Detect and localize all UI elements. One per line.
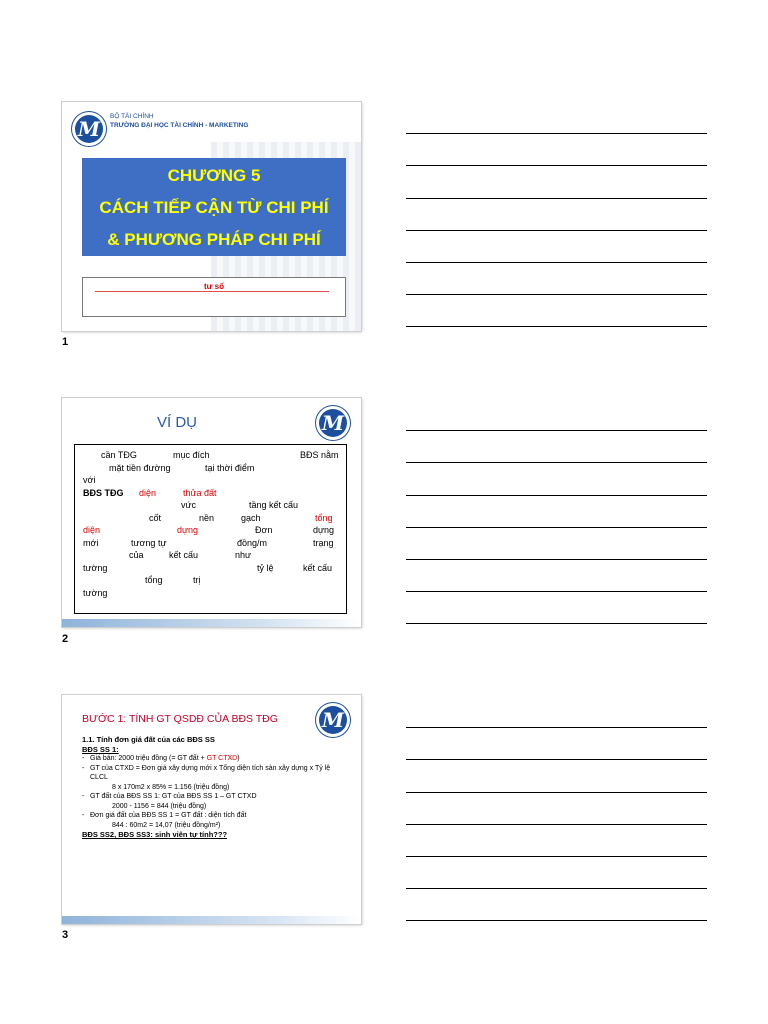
- chapter-title-box: [82, 158, 346, 256]
- text-fragment: vức: [181, 500, 197, 510]
- org-ministry: BỘ TÀI CHÍNH: [110, 113, 154, 120]
- text-fragment: tỷ lệ: [257, 562, 274, 573]
- text-fragment: tương tự: [131, 537, 167, 548]
- slide-title: BƯỚC 1: TÍNH GT QSDĐ CỦA BĐS TĐG: [82, 713, 278, 725]
- text-fragment: kết cấu: [169, 550, 199, 560]
- bullet-item: - GT đất của BĐS SS 1: GT của BĐS SS 1 – GT CTXD: [82, 792, 342, 802]
- slide-2: [62, 398, 361, 627]
- chapter-title-line-2: & PHƯƠNG PHÁP CHI PHÍ: [107, 230, 321, 249]
- text-fragment: tầng kết cấu: [249, 500, 299, 510]
- university-logo-icon: M: [316, 703, 350, 737]
- calc-line: 844 : 60m2 = 14,07 (triệu đồng/m²): [112, 821, 221, 829]
- text-fragment: GT CTXD: [206, 755, 238, 762]
- text-fragment: mục đích: [173, 450, 210, 460]
- text-fragment: tại thời điểm: [205, 462, 255, 473]
- text-fragment: mới: [83, 537, 99, 548]
- text-fragment: trị: [193, 575, 201, 585]
- red-rule: [95, 291, 329, 292]
- text-fragment: BĐS TĐG: [83, 487, 124, 498]
- org-header: [110, 112, 248, 130]
- chapter-title-line-1: CÁCH TIẾP CẬN TỪ CHI PHÍ: [99, 198, 329, 217]
- text-fragment: với: [83, 475, 96, 485]
- chapter-number: CHƯƠNG 5: [167, 166, 261, 185]
- text-fragment: thửa đất: [183, 487, 217, 498]
- text-fragment: tổng: [315, 512, 333, 523]
- text-fragment: diện: [139, 487, 157, 498]
- calc-line: 2000 - 1156 = 844 (triệu đồng): [112, 802, 207, 810]
- bullet-item: - GT của CTXD = Đơn giá xây dựng mới x Tổng diện tích sàn xây dựng x Tỷ lệ CLCL: [82, 764, 342, 783]
- slide-number-3: 3: [62, 929, 69, 941]
- text-fragment: BĐS nằm: [300, 450, 339, 460]
- bullet-item: - Đơn giá đất của BĐS SS 1 = GT đất : diện tích đất: [82, 811, 342, 821]
- subheading: BĐS SS 1:: [82, 744, 119, 754]
- text-fragment: tường: [83, 562, 108, 573]
- text-fragment: tổng: [145, 575, 163, 585]
- slide-3: [62, 695, 361, 924]
- text-fragment: kết cấu: [303, 562, 333, 573]
- slide-number-1: 1: [62, 336, 69, 348]
- org-university: TRƯỜNG ĐẠI HỌC TÀI CHÍNH - MARKETING: [110, 122, 249, 129]
- text-fragment: nền: [199, 512, 215, 523]
- text-fragment: tường: [83, 587, 108, 598]
- text-fragment: cốt: [149, 512, 162, 523]
- university-logo-icon: M: [316, 406, 350, 440]
- calc-line: 8 x 170m2 x 85% = 1.156 (triệu đồng): [112, 783, 230, 791]
- text-fragment: của: [129, 550, 144, 560]
- footer-bar: [62, 619, 361, 627]
- exercise-note: BĐS SS2, BĐS SS3: sinh viên tự tính???: [82, 830, 228, 839]
- text-fragment: mặt tiền đường: [109, 462, 171, 473]
- text-fragment: gạch: [241, 512, 261, 523]
- text-fragment: diện: [83, 525, 101, 535]
- slide-number-2: 2: [62, 633, 69, 645]
- author-text: tư số: [203, 282, 224, 291]
- text-fragment: trạng: [313, 537, 334, 548]
- text-fragment: Giá bán: 2000 triệu đồng (= GT đất +: [90, 755, 207, 762]
- text-fragment: dựng: [313, 525, 335, 535]
- text-fragment: như: [235, 550, 252, 560]
- example-text-box: [74, 444, 347, 614]
- text-fragment: Đơn: [255, 525, 273, 535]
- slide-1: [62, 102, 361, 331]
- slide-title: VÍ DỤ: [156, 414, 197, 431]
- text-fragment: ): [237, 755, 240, 762]
- text-fragment: cần TĐG: [101, 450, 137, 460]
- footer-bar: [62, 916, 361, 924]
- bullet-item: [82, 754, 342, 764]
- section-heading: 1.1. Tính đơn giá đất của các BĐS SS: [82, 735, 215, 744]
- text-fragment: dựng: [177, 525, 199, 535]
- university-logo-icon: M: [72, 112, 106, 146]
- slide-body: [82, 735, 342, 840]
- author-box: [82, 277, 346, 317]
- text-fragment: đồng/m: [237, 537, 268, 548]
